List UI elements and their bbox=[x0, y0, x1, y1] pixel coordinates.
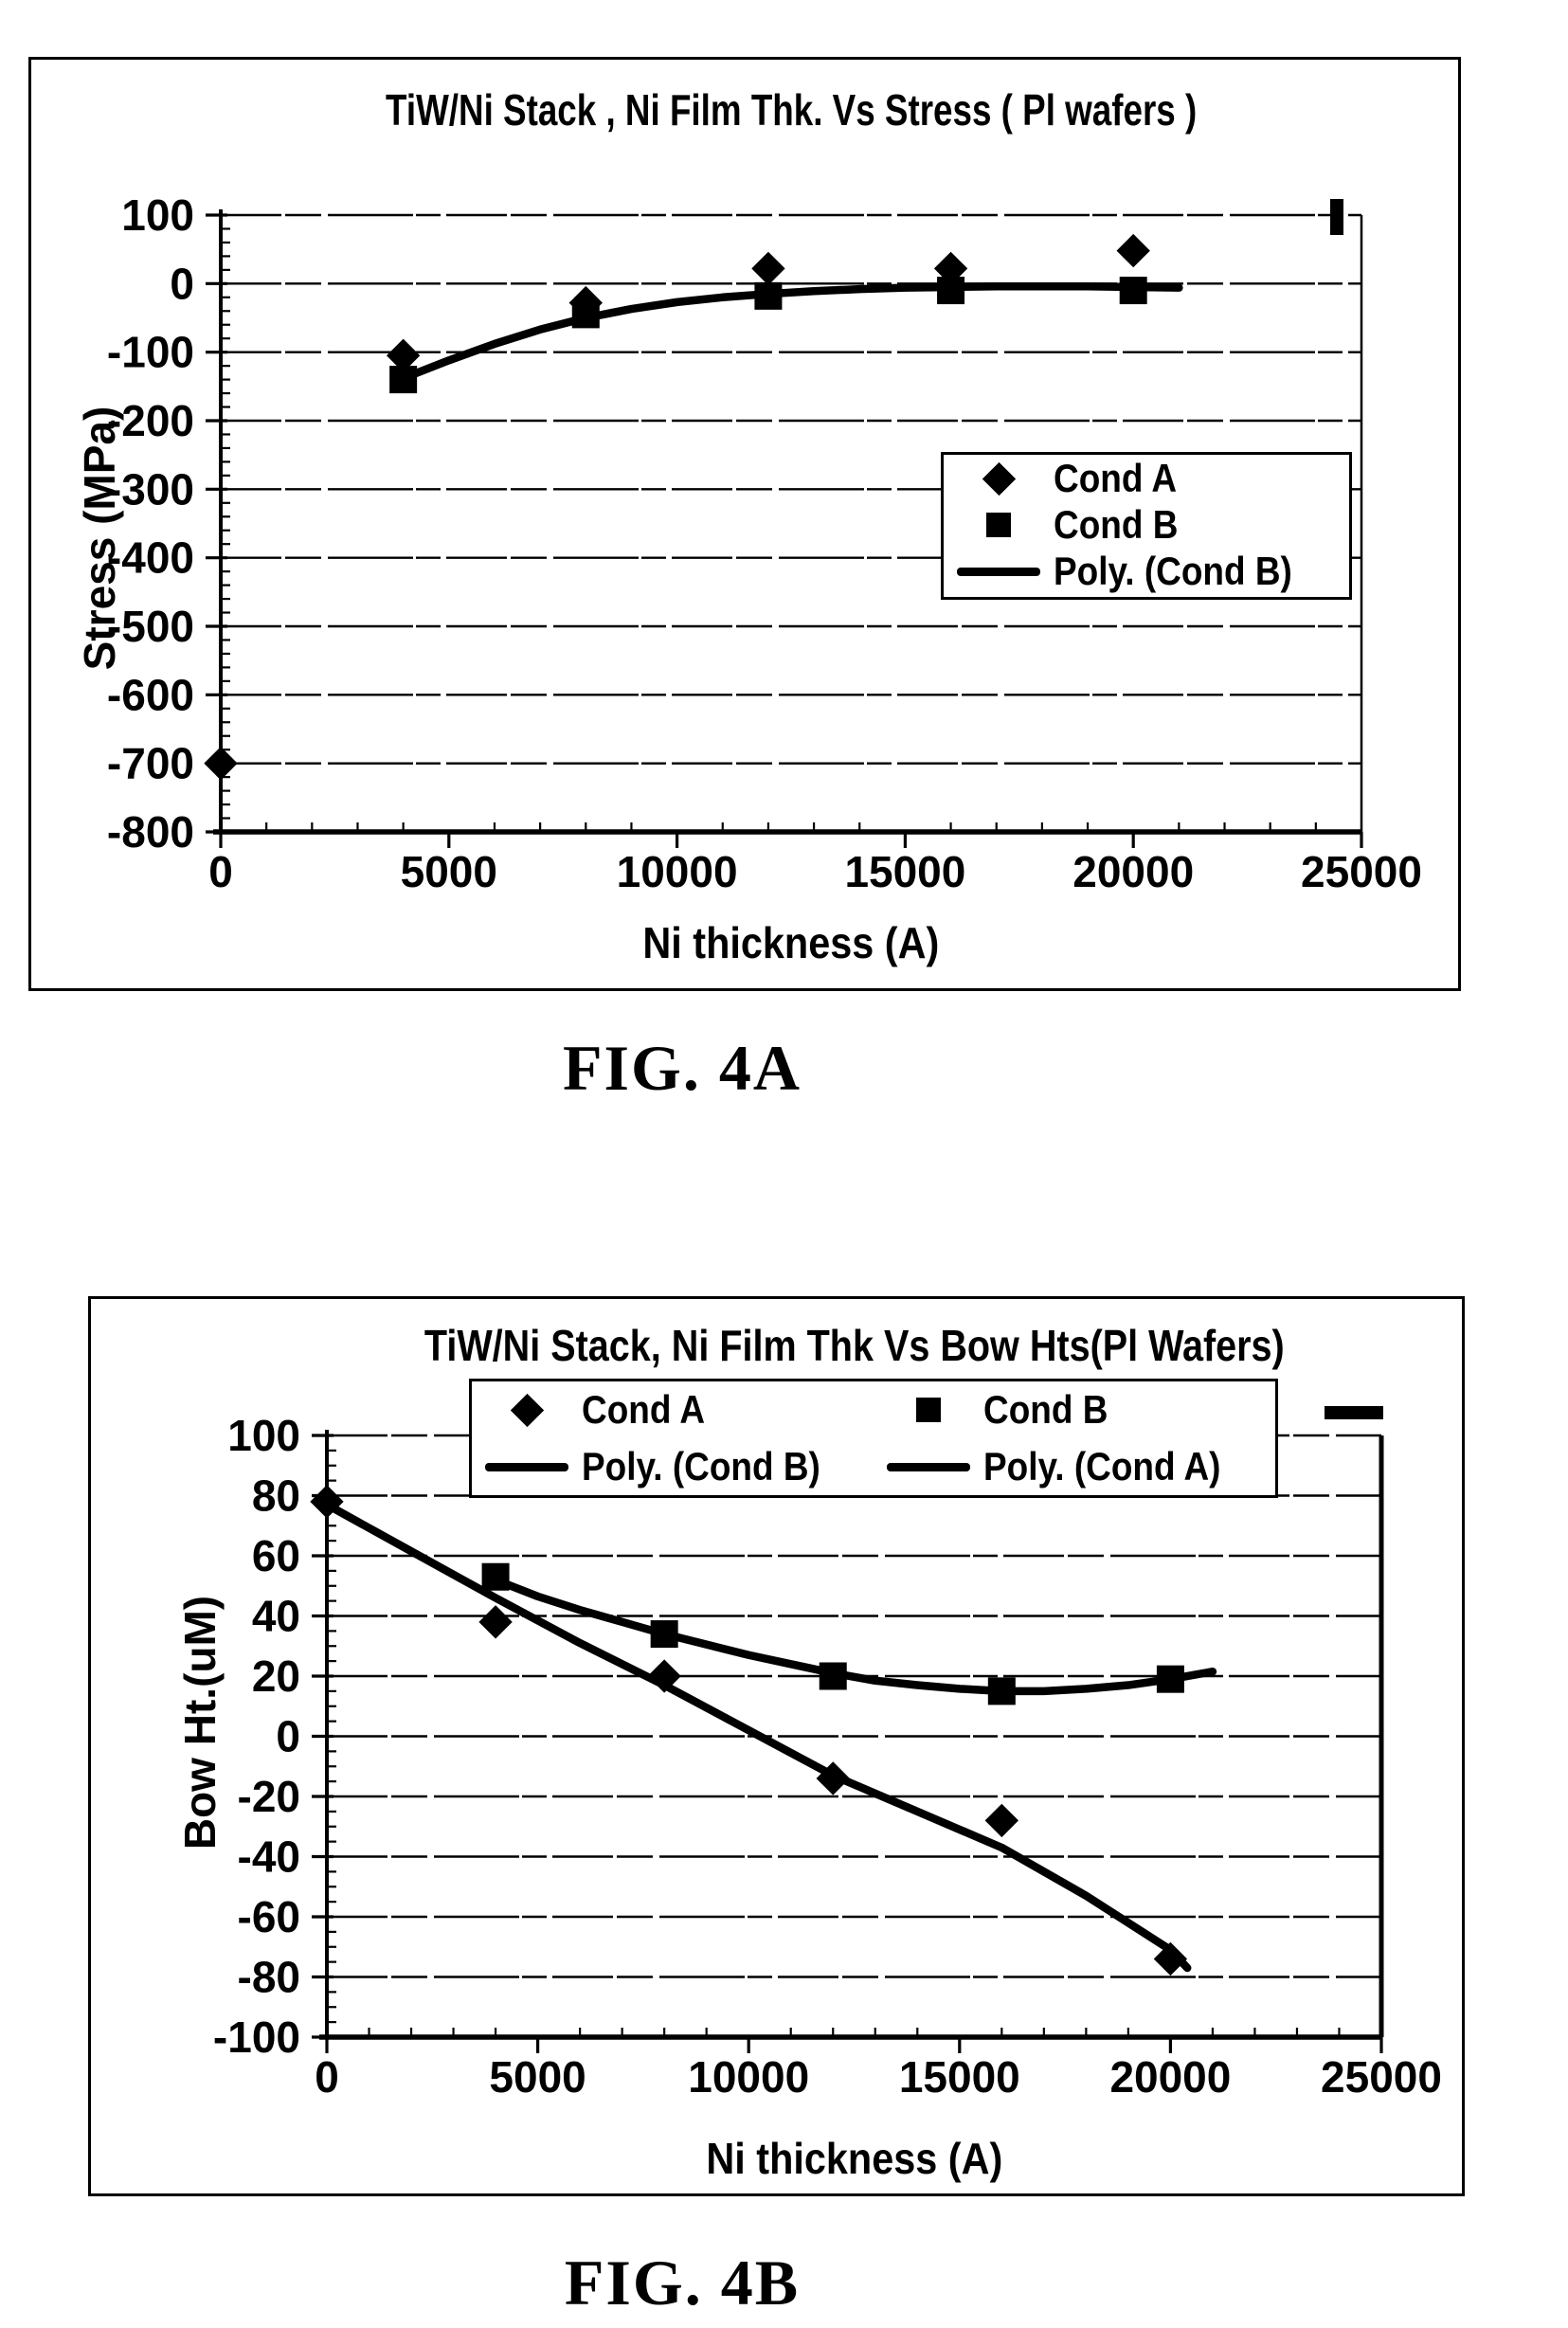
chart2-y-axis-title: Bow Ht.(uM) bbox=[175, 1595, 225, 1850]
x-tick-label: 10000 bbox=[616, 847, 738, 896]
legend-entry bbox=[472, 1444, 874, 1489]
fig-4a-label: FIG. 4A bbox=[563, 1032, 802, 1104]
x-tick-label: 25000 bbox=[1301, 847, 1422, 896]
chart1-legend bbox=[941, 452, 1352, 600]
x-axis-ticks bbox=[221, 822, 1361, 848]
cond-b-point bbox=[820, 1663, 847, 1690]
legend-label: Cond B bbox=[983, 1387, 1108, 1432]
y-tick-label: 60 bbox=[251, 1531, 300, 1580]
x-tick-labels bbox=[208, 847, 1422, 896]
chart2-legend bbox=[469, 1379, 1278, 1498]
gridlines bbox=[327, 1435, 1381, 1977]
series-poly-cond-b bbox=[404, 286, 1180, 378]
legend-entry bbox=[944, 549, 1349, 594]
cond-b-point bbox=[482, 1563, 510, 1591]
y-tick-label: 80 bbox=[251, 1471, 300, 1521]
legend-label: Poly. (Cond B) bbox=[582, 1444, 820, 1489]
y-tick-label: 20 bbox=[251, 1651, 300, 1701]
x-tick-label: 10000 bbox=[688, 2052, 810, 2102]
x-tick-label: 15000 bbox=[898, 2052, 1020, 2102]
y-tick-label: 100 bbox=[121, 190, 194, 240]
x-tick-label: 15000 bbox=[844, 847, 966, 896]
y-tick-label: -500 bbox=[106, 602, 194, 651]
cond-a-point bbox=[985, 1804, 1018, 1837]
legend-label: Poly. (Cond A) bbox=[983, 1444, 1221, 1489]
cond-a-diamond-icon bbox=[982, 461, 1015, 495]
y-axis-ticks bbox=[312, 1435, 336, 2037]
x-tick-label: 0 bbox=[315, 2052, 339, 2102]
cond-a-point bbox=[751, 252, 784, 285]
chart1-y-axis-title: Stress (MPa) bbox=[75, 406, 124, 671]
chart1-x-axis-title: Ni thickness (A) bbox=[642, 918, 940, 967]
y-tick-label: -700 bbox=[106, 738, 194, 788]
trendline bbox=[496, 1579, 1213, 1690]
x-tick-label: 5000 bbox=[489, 2052, 586, 2102]
cond-b-square-icon bbox=[986, 513, 1011, 537]
scan-artifact-mark bbox=[1330, 199, 1343, 235]
legend-label: Cond A bbox=[582, 1387, 706, 1432]
cond-b-square-icon bbox=[916, 1398, 941, 1422]
cond-b-point bbox=[1120, 277, 1147, 304]
y-tick-labels bbox=[213, 1411, 300, 2062]
chart2-x-axis-title: Ni thickness (A) bbox=[706, 2134, 1002, 2183]
cond-b-point bbox=[988, 1677, 1016, 1705]
cond-b-point bbox=[754, 282, 782, 310]
x-axis-ticks bbox=[327, 2028, 1381, 2053]
y-tick-label: 40 bbox=[251, 1591, 300, 1641]
cond-b-point bbox=[651, 1620, 678, 1648]
y-tick-label: -300 bbox=[106, 464, 194, 514]
poly-line-icon bbox=[485, 1463, 568, 1471]
y-tick-label: -800 bbox=[106, 807, 194, 857]
y-tick-label: -100 bbox=[212, 2012, 300, 2062]
poly-line-icon bbox=[887, 1463, 970, 1471]
poly-line-icon bbox=[957, 568, 1040, 576]
fig-4a-chart bbox=[28, 57, 1461, 991]
cond-a-diamond-icon bbox=[510, 1393, 543, 1426]
x-tick-label: 0 bbox=[208, 847, 233, 896]
cond-b-point bbox=[389, 366, 417, 393]
series-poly-cond-b bbox=[496, 1579, 1213, 1690]
cond-b-point bbox=[1157, 1666, 1184, 1693]
series-cond-b bbox=[389, 277, 1147, 393]
y-tick-label: -100 bbox=[106, 327, 194, 377]
y-tick-label: -80 bbox=[237, 1952, 300, 2002]
cond-b-point bbox=[937, 277, 964, 304]
cond-a-point bbox=[204, 747, 237, 780]
legend-label: Cond A bbox=[1054, 456, 1178, 500]
y-tick-label: -400 bbox=[106, 532, 194, 583]
legend-label: Cond B bbox=[1054, 502, 1179, 547]
x-tick-label: 25000 bbox=[1321, 2052, 1442, 2102]
chart1-title-text: TiW/Ni Stack , Ni Film Thk. Vs Stress ( Pl wafers ) bbox=[385, 85, 1198, 135]
legend-label: Poly. (Cond B) bbox=[1054, 549, 1292, 593]
y-axis-ticks bbox=[206, 215, 230, 832]
x-tick-label: 20000 bbox=[1072, 847, 1195, 896]
cond-b-point bbox=[572, 300, 600, 328]
y-tick-label: 100 bbox=[227, 1411, 300, 1460]
chart2-title-text: TiW/Ni Stack, Ni Film Thk Vs Bow Hts(Pl Wafers) bbox=[424, 1321, 1285, 1370]
y-tick-label: -60 bbox=[237, 1892, 300, 1941]
legend-entry bbox=[874, 1387, 1275, 1433]
legend-entry bbox=[874, 1444, 1275, 1489]
fig-4b-label: FIG. 4B bbox=[564, 2247, 801, 2319]
y-tick-label: -600 bbox=[106, 670, 194, 720]
series-cond-b bbox=[482, 1563, 1184, 1705]
y-tick-label: 0 bbox=[170, 259, 194, 309]
y-tick-label: 0 bbox=[276, 1711, 300, 1761]
x-tick-labels bbox=[315, 2052, 1442, 2102]
x-tick-label: 5000 bbox=[400, 847, 497, 896]
y-tick-label: -200 bbox=[106, 396, 194, 445]
legend-entry bbox=[472, 1387, 874, 1433]
x-tick-label: 20000 bbox=[1109, 2052, 1232, 2102]
y-tick-label: -20 bbox=[237, 1772, 300, 1821]
cond-a-point bbox=[1117, 234, 1150, 267]
y-tick-label: -40 bbox=[237, 1832, 300, 1882]
cond-a-point bbox=[478, 1605, 512, 1638]
legend-entry bbox=[944, 502, 1349, 548]
trendline bbox=[404, 286, 1180, 378]
legend-entry bbox=[944, 456, 1349, 501]
cond-a-point bbox=[1154, 1942, 1187, 1976]
scan-artifact-mark bbox=[1325, 1406, 1383, 1419]
fig-4b-chart bbox=[88, 1296, 1465, 2196]
